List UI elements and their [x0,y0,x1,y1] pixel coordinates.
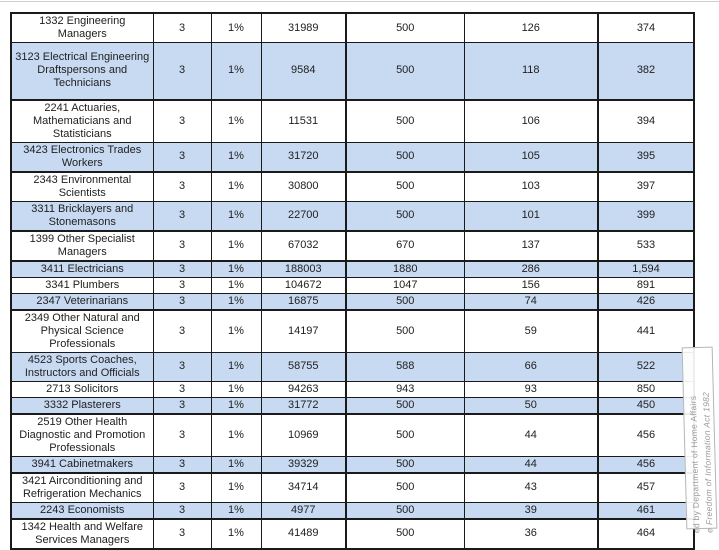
value-cell: 382 [598,43,694,100]
table-row [11,277,694,293]
value-cell: 36 [464,519,598,549]
occupation-cell: 2519 Other Health Diagnostic and Promotion Professionals [11,414,153,457]
value-cell: 4977 [261,502,346,519]
occupation-cell: 3423 Electronics Trades Workers [11,142,153,172]
value-cell: 670 [346,231,464,261]
value-cell: 441 [598,310,694,353]
value-cell: 450 [598,397,694,414]
occupation-cell: 3123 Electrical Engineering Draftspersons and Technicians [11,43,153,100]
value-cell: 500 [346,100,464,143]
occupation-cell: 3411 Electricians [11,261,153,278]
occupation-cell: 4523 Sports Coaches, Instructors and Officials [11,352,153,381]
value-cell: 3 [153,456,211,473]
occupation-cell: 2243 Economists [11,502,153,519]
value-cell: 22700 [261,201,346,231]
value-cell: 105 [464,142,598,172]
value-cell: 1% [211,381,261,397]
value-cell: 31989 [261,13,346,43]
value-cell: 14197 [261,310,346,353]
value-cell: 1% [211,201,261,231]
value-cell: 39329 [261,456,346,473]
value-cell: 16875 [261,293,346,310]
table-row [11,381,694,397]
value-cell: 456 [598,456,694,473]
foi-watermark-stamp [682,347,718,534]
value-cell: 456 [598,414,694,457]
value-cell: 3 [153,414,211,457]
value-cell: 500 [346,310,464,353]
value-cell: 66 [464,352,598,381]
value-cell: 500 [346,456,464,473]
value-cell: 457 [598,473,694,503]
value-cell: 3 [153,519,211,549]
value-cell: 1% [211,277,261,293]
occupation-cell: 3421 Airconditioning and Refrigeration Mechanics [11,473,153,503]
value-cell: 3 [153,231,211,261]
occupation-cell: 2349 Other Natural and Physical Science Professionals [11,310,153,353]
value-cell: 1% [211,100,261,143]
value-cell: 1% [211,310,261,353]
value-cell: 3 [153,397,211,414]
value-cell: 1% [211,473,261,503]
occupation-data-table [10,12,695,550]
value-cell: 58755 [261,352,346,381]
table-row [11,172,694,202]
value-cell: 39 [464,502,598,519]
table-row [11,142,694,172]
value-cell: 59 [464,310,598,353]
table-row [11,397,694,414]
value-cell: 3 [153,277,211,293]
occupation-cell: 3311 Bricklayers and Stonemasons [11,201,153,231]
value-cell: 106 [464,100,598,143]
table-row [11,43,694,100]
value-cell: 1047 [346,277,464,293]
value-cell: 374 [598,13,694,43]
value-cell: 34714 [261,473,346,503]
value-cell: 395 [598,142,694,172]
occupation-cell: 3332 Plasterers [11,397,153,414]
value-cell: 850 [598,381,694,397]
value-cell: 118 [464,43,598,100]
table-row [11,473,694,503]
value-cell: 500 [346,142,464,172]
value-cell: 44 [464,414,598,457]
value-cell: 103 [464,172,598,202]
table-row [11,100,694,143]
value-cell: 1% [211,231,261,261]
value-cell: 74 [464,293,598,310]
table-row [11,310,694,353]
value-cell: 67032 [261,231,346,261]
occupation-cell: 1342 Health and Welfare Services Managers [11,519,153,549]
value-cell: 10969 [261,414,346,457]
value-cell: 891 [598,277,694,293]
value-cell: 1% [211,172,261,202]
value-cell: 500 [346,13,464,43]
value-cell: 188003 [261,261,346,278]
value-cell: 399 [598,201,694,231]
occupation-cell: 1399 Other Specialist Managers [11,231,153,261]
value-cell: 1% [211,502,261,519]
occupation-cell: 3941 Cabinetmakers [11,456,153,473]
value-cell: 1% [211,293,261,310]
value-cell: 588 [346,352,464,381]
value-cell: 30800 [261,172,346,202]
table-row [11,456,694,473]
occupation-cell: 2241 Actuaries, Mathematicians and Statisticians [11,100,153,143]
value-cell: 1% [211,519,261,549]
value-cell: 3 [153,201,211,231]
occupation-cell: 2713 Solicitors [11,381,153,397]
occupation-cell: 2347 Veterinarians [11,293,153,310]
value-cell: 1% [211,414,261,457]
value-cell: 461 [598,502,694,519]
value-cell: 3 [153,43,211,100]
value-cell: 3 [153,13,211,43]
value-cell: 943 [346,381,464,397]
value-cell: 3 [153,502,211,519]
value-cell: 3 [153,381,211,397]
value-cell: 464 [598,519,694,549]
table-row [11,231,694,261]
value-cell: 3 [153,293,211,310]
table-row [11,519,694,549]
value-cell: 1% [211,456,261,473]
value-cell: 500 [346,43,464,100]
value-cell: 500 [346,414,464,457]
value-cell: 3 [153,352,211,381]
occupation-cell: 3341 Plumbers [11,277,153,293]
value-cell: 397 [598,172,694,202]
value-cell: 500 [346,473,464,503]
table-row [11,502,694,519]
value-cell: 43 [464,473,598,503]
value-cell: 93 [464,381,598,397]
value-cell: 500 [346,502,464,519]
value-cell: 500 [346,172,464,202]
value-cell: 3 [153,261,211,278]
value-cell: 1% [211,261,261,278]
value-cell: 533 [598,231,694,261]
value-cell: 1% [211,43,261,100]
value-cell: 500 [346,201,464,231]
value-cell: 31720 [261,142,346,172]
table-row [11,13,694,43]
value-cell: 3 [153,142,211,172]
value-cell: 1,594 [598,261,694,278]
value-cell: 500 [346,293,464,310]
value-cell: 3 [153,473,211,503]
value-cell: 126 [464,13,598,43]
table-row [11,201,694,231]
value-cell: 44 [464,456,598,473]
value-cell: 50 [464,397,598,414]
value-cell: 522 [598,352,694,381]
value-cell: 1% [211,142,261,172]
table-row [11,414,694,457]
occupation-cell: 1332 Engineering Managers [11,13,153,43]
table-row [11,293,694,310]
value-cell: 500 [346,397,464,414]
value-cell: 426 [598,293,694,310]
value-cell: 1% [211,352,261,381]
page-top-edge-line [0,1,719,2]
value-cell: 156 [464,277,598,293]
value-cell: 31772 [261,397,346,414]
watermark-foi-act-text: e Freedom of Information Act 1982 [700,391,715,533]
table-body [11,13,694,549]
value-cell: 3 [153,310,211,353]
table-row [11,352,694,381]
value-cell: 286 [464,261,598,278]
value-cell: 1880 [346,261,464,278]
value-cell: 1% [211,13,261,43]
value-cell: 137 [464,231,598,261]
value-cell: 394 [598,100,694,143]
value-cell: 41489 [261,519,346,549]
value-cell: 3 [153,100,211,143]
occupation-cell: 2343 Environmental Scientists [11,172,153,202]
value-cell: 104672 [261,277,346,293]
value-cell: 11531 [261,100,346,143]
value-cell: 9584 [261,43,346,100]
value-cell: 3 [153,172,211,202]
value-cell: 500 [346,519,464,549]
value-cell: 1% [211,397,261,414]
value-cell: 101 [464,201,598,231]
table-row [11,261,694,278]
value-cell: 94263 [261,381,346,397]
watermark-release-text: ed by Department of Home Affairs [687,395,702,534]
